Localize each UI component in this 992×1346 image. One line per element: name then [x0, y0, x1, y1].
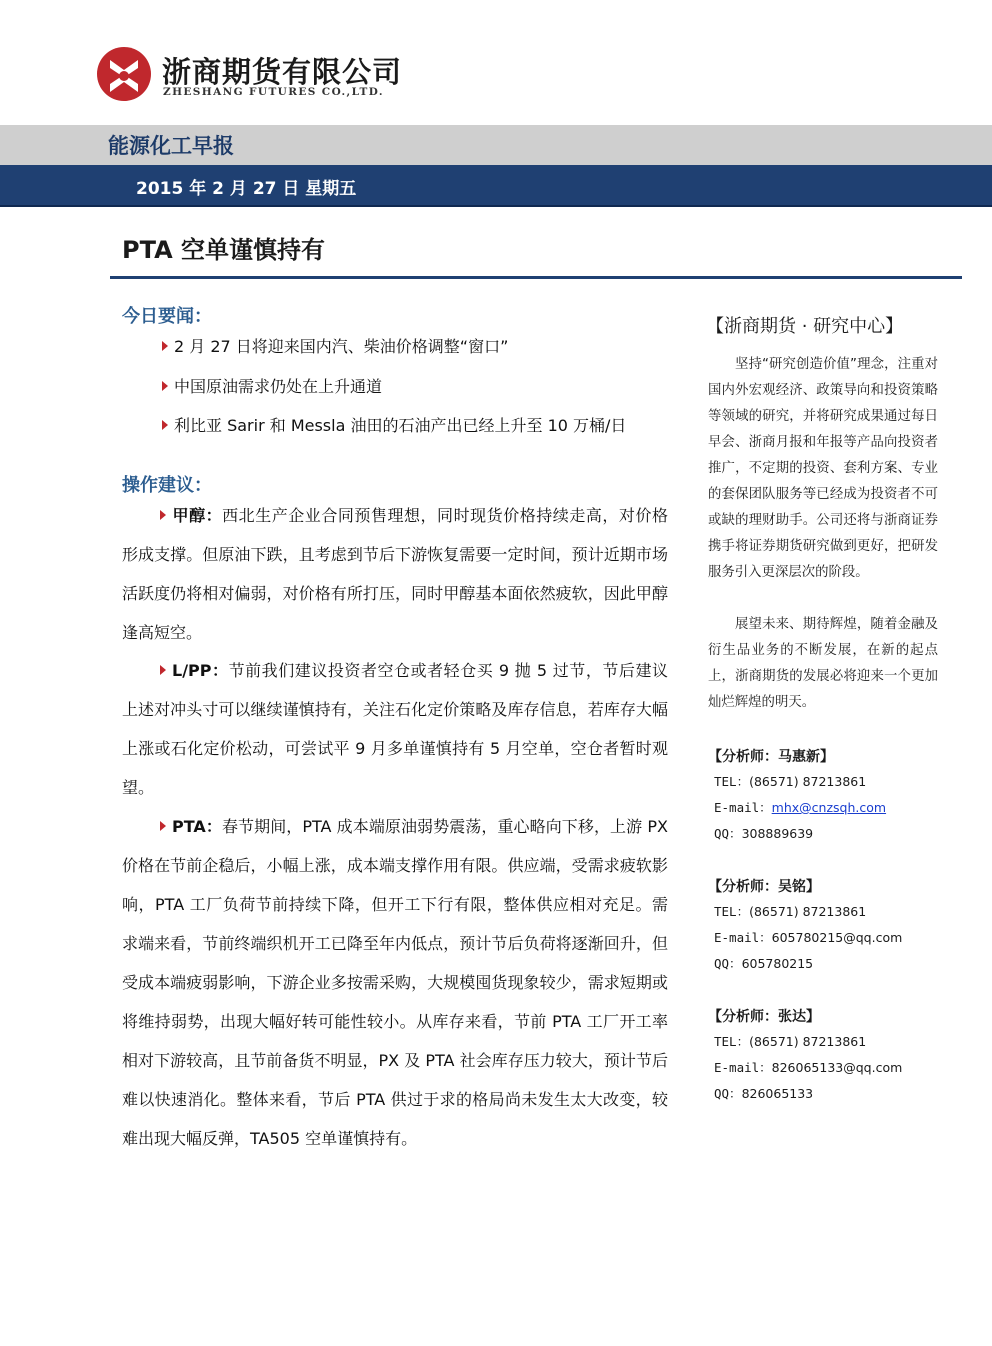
analyst-qq: QQ：605780215	[714, 956, 814, 971]
company-logo-icon	[96, 46, 152, 102]
company-name-cn: 浙商期货有限公司	[162, 55, 403, 89]
paragraph-lead: 甲醇：	[172, 506, 223, 525]
bullet-arrow-icon	[162, 420, 168, 430]
sidebar-outlook: 展望未来、期待辉煌，随着金融及衍生品业务的不断发展，在新的起点上，浙商期货的发展必将迎来一个更加灿烂辉煌的明天。	[708, 617, 938, 710]
analyst-email: E-mail：mhx@cnzsqh.com	[714, 800, 887, 815]
analyst-name: 【分析师：吴铭】	[708, 879, 820, 895]
analyst-qq: QQ：826065133	[714, 1086, 814, 1101]
analyst-tel: TEL：(86571) 87213861	[714, 774, 867, 789]
title-divider	[110, 276, 962, 279]
bullet-arrow-icon	[160, 510, 166, 520]
paragraph-lead: PTA：	[172, 817, 222, 836]
bullet-arrow-icon	[160, 821, 166, 831]
analyst-tel: TEL：(86571) 87213861	[714, 1034, 867, 1049]
advice-paragraph-methanol: 甲醇：西北生产企业合同预售理想，同时现货价格持续走高，对价格形成支撑。但原油下跌，且考虑到节后下游恢复需要一定时间，预计近期市场活跃度仍将相对偏弱，对价格有所打压，同时甲醇基本面依然疲软，因此甲醇逢高短空。	[122, 506, 668, 642]
email-text: 605780215@qq.com	[771, 930, 903, 945]
bullet-arrow-icon	[162, 341, 168, 351]
analyst-qq: QQ：308889639	[714, 826, 814, 841]
news-item: 2 月 27 日将迎来国内汽、柴油价格调整“窗口”	[162, 334, 508, 357]
analyst-email: E-mail：605780215@qq.com	[714, 930, 903, 945]
sidebar-title: 【浙商期货 · 研究中心】	[706, 316, 904, 337]
advice-paragraph-lpp: L/PP：节前我们建议投资者空仓或者轻仓买 9 抛 5 过节，节后建议上述对冲头寸可以继续谨慎持有，关注石化定价策略及库存信息，若库存大幅上涨或石化定价松动，可尝试平 9 月多单谨慎持有 5 月空单，空仓者暂时观望。	[122, 661, 668, 797]
news-item: 中国原油需求仍处在上升通道	[162, 374, 382, 397]
news-heading: 今日要闻：	[122, 306, 212, 327]
paragraph-lead: L/PP：	[172, 661, 229, 680]
report-type: 能源化工早报	[108, 134, 234, 158]
news-item: 利比亚 Sarir 和 Messla 油田的石油产出已经上升至 10 万桶/日	[162, 413, 626, 436]
advice-paragraph-pta: PTA：春节期间，PTA 成本端原油弱势震荡，重心略向下移，上游 PX 价格在节前企稳后，小幅上涨，成本端支撑作用有限。供应端，受需求疲软影响，PTA 工厂负荷节前持续下降，但开工下行有限，整体供应相对充足。需求端来看，节前终端织机开工已降至年内低点，预计节后负荷将逐渐回升，但受成本端疲弱影响，下游企业多按需采购，大规模囤货现象较少，需求短期或将维持弱势，出现大幅好转可能性较小。从库存来看，节前 PTA 工厂开工率相对下游较高，且节前备货不明显，PX 及 PTA 社会库存压力较大，预计节后难以快速消化。整体来看，节后 PTA 供过于求的格局尚未发生太大改变，较难出现大幅反弹，TA505 空单谨慎持有。	[122, 817, 668, 1148]
analyst-name: 【分析师：马惠新】	[708, 749, 834, 765]
company-name-en: ZHESHANG FUTURES CO.,LTD.	[163, 86, 384, 98]
email-text: 826065133@qq.com	[771, 1060, 903, 1075]
analyst-email: E-mail：826065133@qq.com	[714, 1060, 903, 1075]
bullet-arrow-icon	[160, 665, 166, 675]
document-title: PTA 空单谨慎持有	[122, 236, 326, 264]
advice-heading: 操作建议：	[122, 475, 212, 496]
analyst-name: 【分析师：张达】	[708, 1009, 820, 1025]
analyst-tel: TEL：(86571) 87213861	[714, 904, 867, 919]
sidebar-intro: 坚持“研究创造价值”理念，注重对国内外宏观经济、政策导向和投资策略等领域的研究，并将研究成果通过每日早会、浙商月报和年报等产品向投资者推广，不定期的投资、套利方案、专业的套保团队服务等已经成为投资者不可或缺的理财助手。公司还将与浙商证券携手将证券期货研究做到更好，把研发服务引入更深层次的阶段。	[708, 357, 938, 580]
email-link[interactable]: mhx@cnzsqh.com	[771, 800, 887, 815]
bullet-arrow-icon	[162, 381, 168, 391]
report-date: 2015 年 2 月 27 日 星期五	[136, 179, 357, 199]
